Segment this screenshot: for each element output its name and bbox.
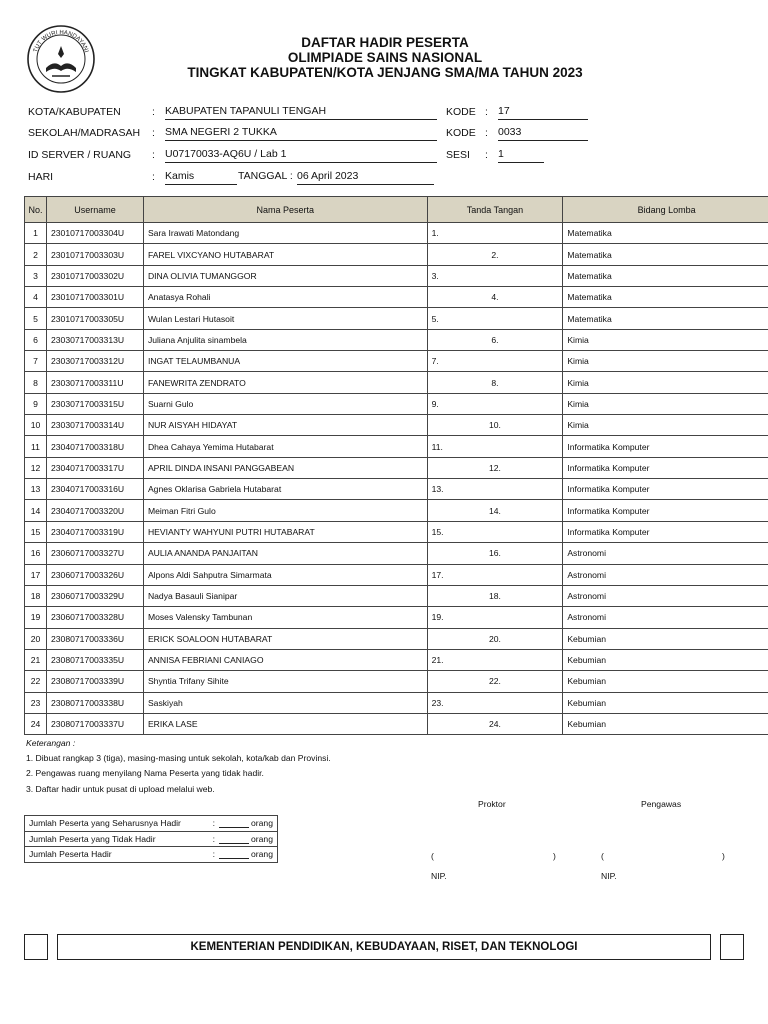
- cell-tanda-tangan: 21.: [427, 649, 563, 670]
- cell-no: 21: [25, 649, 47, 670]
- footer-left-box: [24, 934, 48, 960]
- table-row: [25, 479, 768, 500]
- proktor-close-paren: ): [553, 851, 556, 861]
- table-row: [25, 244, 768, 265]
- cell-bidang-lomba: Kebumian: [563, 671, 768, 692]
- cell-username: 23040717003316U: [46, 479, 143, 500]
- cell-tanda-tangan: 6.: [427, 329, 563, 350]
- cell-no: 9: [25, 393, 47, 414]
- cell-tanda-tangan: 5.: [427, 308, 563, 329]
- colon: :: [212, 818, 216, 829]
- cell-username: 23080717003335U: [46, 649, 143, 670]
- cell-username: 23030717003315U: [46, 393, 143, 414]
- cell-no: 7: [25, 351, 47, 372]
- cell-nama-peserta: FANEWRITA ZENDRATO: [143, 372, 427, 393]
- kota-label: KOTA/KABUPATEN: [28, 106, 121, 118]
- colon: :: [152, 106, 155, 118]
- note-item: 2. Pengawas ruang menyilang Nama Peserta yang tidak hadir.: [26, 768, 264, 778]
- table-row: [25, 713, 768, 734]
- cell-username: 23040717003319U: [46, 521, 143, 542]
- proktor-nip-label: NIP.: [431, 871, 447, 881]
- cell-tanda-tangan: 16.: [427, 543, 563, 564]
- table-row: [25, 393, 768, 414]
- cell-username: 23010717003305U: [46, 308, 143, 329]
- colon: :: [152, 127, 155, 139]
- table-row: [25, 607, 768, 628]
- cell-username: 23030717003312U: [46, 351, 143, 372]
- colon: :: [212, 833, 216, 844]
- cell-no: 8: [25, 372, 47, 393]
- cell-tanda-tangan: 2.: [427, 244, 563, 265]
- cell-no: 22: [25, 671, 47, 692]
- summary-fill: [202, 847, 278, 863]
- cell-nama-peserta: Juliana Anjulita sinambela: [143, 329, 427, 350]
- cell-bidang-lomba: Informatika Komputer: [563, 436, 768, 457]
- cell-tanda-tangan: 12.: [427, 457, 563, 478]
- colon: :: [152, 149, 155, 161]
- table-row: [25, 372, 768, 393]
- cell-no: 4: [25, 287, 47, 308]
- cell-username: 23040717003320U: [46, 500, 143, 521]
- cell-username: 23060717003329U: [46, 585, 143, 606]
- kode1-label: KODE: [446, 106, 476, 118]
- cell-tanda-tangan: 15.: [427, 521, 563, 542]
- summary-unit: orang: [251, 818, 273, 829]
- cell-no: 18: [25, 585, 47, 606]
- cell-no: 19: [25, 607, 47, 628]
- table-row: [25, 500, 768, 521]
- pengawas-label: Pengawas: [641, 799, 682, 809]
- cell-bidang-lomba: Kebumian: [563, 649, 768, 670]
- cell-tanda-tangan: 10.: [427, 415, 563, 436]
- cell-no: 11: [25, 436, 47, 457]
- cell-username: 23060717003326U: [46, 564, 143, 585]
- blank-line: [219, 834, 249, 844]
- table-row: [25, 628, 768, 649]
- cell-username: 23010717003304U: [46, 223, 143, 244]
- cell-tanda-tangan: 9.: [427, 393, 563, 414]
- cell-no: 23: [25, 692, 47, 713]
- summary-unit: orang: [251, 849, 273, 860]
- table-header-row: [25, 197, 768, 223]
- colon: :: [152, 171, 155, 183]
- table-row: [25, 329, 768, 350]
- table-row: [25, 287, 768, 308]
- col-header-bidang: Bidang Lomba: [563, 197, 768, 223]
- cell-no: 10: [25, 415, 47, 436]
- table-row: [25, 223, 768, 244]
- footer-right-box: [720, 934, 744, 960]
- cell-bidang-lomba: Matematika: [563, 223, 768, 244]
- proktor-label: Proktor: [478, 799, 506, 809]
- sekolah-label: SEKOLAH/MADRASAH: [28, 127, 141, 139]
- cell-no: 5: [25, 308, 47, 329]
- table-row: [25, 265, 768, 286]
- cell-no: 2: [25, 244, 47, 265]
- cell-username: 23080717003337U: [46, 713, 143, 734]
- summary-fill: [202, 816, 278, 832]
- cell-nama-peserta: ERIKA LASE: [143, 713, 427, 734]
- cell-nama-peserta: Saskiyah: [143, 692, 427, 713]
- cell-bidang-lomba: Kimia: [563, 372, 768, 393]
- cell-bidang-lomba: Matematika: [563, 287, 768, 308]
- cell-bidang-lomba: Kebumian: [563, 692, 768, 713]
- cell-nama-peserta: Dhea Cahaya Yemima Hutabarat: [143, 436, 427, 457]
- cell-nama-peserta: AULIA ANANDA PANJAITAN: [143, 543, 427, 564]
- cell-tanda-tangan: 7.: [427, 351, 563, 372]
- summary-row: [25, 831, 278, 847]
- cell-bidang-lomba: Kimia: [563, 415, 768, 436]
- cell-nama-peserta: Sara Irawati Matondang: [143, 223, 427, 244]
- cell-no: 17: [25, 564, 47, 585]
- cell-tanda-tangan: 4.: [427, 287, 563, 308]
- blank-line: [219, 818, 249, 828]
- col-header-tanda-tangan: Tanda Tangan: [427, 197, 563, 223]
- notes-title: Keterangan :: [26, 738, 76, 748]
- cell-username: 23080717003336U: [46, 628, 143, 649]
- cell-nama-peserta: INGAT TELAUMBANUA: [143, 351, 427, 372]
- cell-bidang-lomba: Kebumian: [563, 713, 768, 734]
- proktor-open-paren: (: [431, 851, 434, 861]
- hari-label: HARI: [28, 171, 54, 183]
- colon: :: [485, 127, 488, 139]
- table-row: [25, 308, 768, 329]
- cell-bidang-lomba: Matematika: [563, 308, 768, 329]
- cell-no: 13: [25, 479, 47, 500]
- cell-tanda-tangan: 18.: [427, 585, 563, 606]
- cell-bidang-lomba: Kebumian: [563, 628, 768, 649]
- cell-bidang-lomba: Matematika: [563, 265, 768, 286]
- cell-bidang-lomba: Astronomi: [563, 607, 768, 628]
- tut-wuri-handayani-logo: [26, 24, 96, 94]
- cell-nama-peserta: NUR AISYAH HIDAYAT: [143, 415, 427, 436]
- pengawas-close-paren: ): [722, 851, 725, 861]
- col-header-username: Username: [46, 197, 143, 223]
- cell-no: 14: [25, 500, 47, 521]
- summary-label: Jumlah Peserta yang Tidak Hadir: [25, 831, 202, 847]
- cell-tanda-tangan: 23.: [427, 692, 563, 713]
- svg-text:TUT WURI HANDAYANI: TUT WURI HANDAYANI: [32, 29, 90, 54]
- cell-no: 15: [25, 521, 47, 542]
- colon: :: [485, 106, 488, 118]
- pengawas-open-paren: (: [601, 851, 604, 861]
- blank-line: [219, 849, 249, 859]
- cell-username: 23060717003328U: [46, 607, 143, 628]
- cell-no: 1: [25, 223, 47, 244]
- server-value: U07170033-AQ6U / Lab 1: [165, 148, 437, 163]
- level-title: TINGKAT KABUPATEN/KOTA JENJANG SMA/MA TAHUN 2023: [187, 65, 583, 80]
- table-row: [25, 543, 768, 564]
- kota-value: KABUPATEN TAPANULI TENGAH: [165, 105, 437, 120]
- table-row: [25, 457, 768, 478]
- cell-bidang-lomba: Kimia: [563, 351, 768, 372]
- cell-bidang-lomba: Informatika Komputer: [563, 457, 768, 478]
- cell-username: 23030717003311U: [46, 372, 143, 393]
- table-body: [25, 223, 768, 735]
- sesi-value: 1: [498, 148, 544, 163]
- colon: :: [212, 849, 216, 860]
- table-row: [25, 649, 768, 670]
- cell-tanda-tangan: 3.: [427, 265, 563, 286]
- summary-fill: [202, 831, 278, 847]
- cell-nama-peserta: DINA OLIVIA TUMANGGOR: [143, 265, 427, 286]
- cell-no: 16: [25, 543, 47, 564]
- cell-bidang-lomba: Informatika Komputer: [563, 500, 768, 521]
- cell-nama-peserta: ERICK SOALOON HUTABARAT: [143, 628, 427, 649]
- cell-nama-peserta: Meiman Fitri Gulo: [143, 500, 427, 521]
- cell-no: 20: [25, 628, 47, 649]
- cell-tanda-tangan: 13.: [427, 479, 563, 500]
- cell-username: 23040717003317U: [46, 457, 143, 478]
- cell-username: 23010717003302U: [46, 265, 143, 286]
- cell-username: 23080717003339U: [46, 671, 143, 692]
- cell-nama-peserta: Nadya Basauli Sianipar: [143, 585, 427, 606]
- cell-nama-peserta: Agnes Oklarisa Gabriela Hutabarat: [143, 479, 427, 500]
- summary-label: Jumlah Peserta yang Seharusnya Hadir: [25, 816, 202, 832]
- table-row: [25, 692, 768, 713]
- table-row: [25, 351, 768, 372]
- cell-username: 23030717003313U: [46, 329, 143, 350]
- table-row: [25, 671, 768, 692]
- cell-no: 6: [25, 329, 47, 350]
- summary-label: Jumlah Peserta Hadir: [25, 847, 202, 863]
- summary-table: [24, 815, 278, 863]
- cell-username: 23010717003303U: [46, 244, 143, 265]
- event-title: OLIMPIADE SAINS NASIONAL: [287, 50, 483, 65]
- pengawas-nip-label: NIP.: [601, 871, 617, 881]
- cell-bidang-lomba: Astronomi: [563, 543, 768, 564]
- colon: :: [485, 149, 488, 161]
- cell-bidang-lomba: Kimia: [563, 393, 768, 414]
- hari-value: Kamis: [165, 170, 237, 185]
- cell-nama-peserta: APRIL DINDA INSANI PANGGABEAN: [143, 457, 427, 478]
- server-label: ID SERVER / RUANG: [28, 149, 132, 161]
- cell-tanda-tangan: 11.: [427, 436, 563, 457]
- document-title: DAFTAR HADIR PESERTA: [301, 35, 469, 50]
- cell-nama-peserta: Alpons Aldi Sahputra Simarmata: [143, 564, 427, 585]
- cell-bidang-lomba: Informatika Komputer: [563, 479, 768, 500]
- cell-bidang-lomba: Kimia: [563, 329, 768, 350]
- cell-tanda-tangan: 20.: [427, 628, 563, 649]
- cell-username: 23080717003338U: [46, 692, 143, 713]
- table-row: [25, 585, 768, 606]
- cell-username: 23040717003318U: [46, 436, 143, 457]
- note-item: 1. Dibuat rangkap 3 (tiga), masing-masing untuk sekolah, kota/kab dan Provinsi.: [26, 753, 331, 763]
- cell-username: 23060717003327U: [46, 543, 143, 564]
- cell-no: 3: [25, 265, 47, 286]
- col-header-nama: Nama Peserta: [143, 197, 427, 223]
- kode2-value: 0033: [498, 126, 588, 141]
- cell-nama-peserta: Moses Valensky Tambunan: [143, 607, 427, 628]
- col-header-no: No.: [25, 197, 47, 223]
- cell-tanda-tangan: 8.: [427, 372, 563, 393]
- summary-row: [25, 847, 278, 863]
- cell-nama-peserta: Suarni Gulo: [143, 393, 427, 414]
- cell-nama-peserta: FAREL VIXCYANO HUTABARAT: [143, 244, 427, 265]
- table-row: [25, 415, 768, 436]
- cell-no: 12: [25, 457, 47, 478]
- table-row: [25, 564, 768, 585]
- cell-nama-peserta: Shyntia Trifany Sihite: [143, 671, 427, 692]
- table-row: [25, 436, 768, 457]
- cell-nama-peserta: HEVIANTY WAHYUNI PUTRI HUTABARAT: [143, 521, 427, 542]
- kode1-value: 17: [498, 105, 588, 120]
- tanggal-value: 06 April 2023: [297, 170, 434, 185]
- cell-bidang-lomba: Astronomi: [563, 585, 768, 606]
- cell-tanda-tangan: 19.: [427, 607, 563, 628]
- sekolah-value: SMA NEGERI 2 TUKKA: [165, 126, 437, 141]
- sesi-label: SESI: [446, 149, 470, 161]
- cell-tanda-tangan: 24.: [427, 713, 563, 734]
- cell-nama-peserta: Wulan Lestari Hutasoit: [143, 308, 427, 329]
- summary-unit: orang: [251, 833, 273, 844]
- ministry-footer: KEMENTERIAN PENDIDIKAN, KEBUDAYAAN, RISET, DAN TEKNOLOGI: [57, 934, 711, 960]
- cell-no: 24: [25, 713, 47, 734]
- attendance-table: [24, 196, 768, 735]
- kode2-label: KODE: [446, 127, 476, 139]
- cell-tanda-tangan: 17.: [427, 564, 563, 585]
- cell-username: 23030717003314U: [46, 415, 143, 436]
- cell-nama-peserta: Anatasya Rohali: [143, 287, 427, 308]
- cell-nama-peserta: ANNISA FEBRIANI CANIAGO: [143, 649, 427, 670]
- tanggal-label: TANGGAL :: [238, 170, 293, 182]
- cell-tanda-tangan: 14.: [427, 500, 563, 521]
- cell-bidang-lomba: Astronomi: [563, 564, 768, 585]
- note-item: 3. Daftar hadir untuk pusat di upload melalui web.: [26, 784, 215, 794]
- cell-bidang-lomba: Matematika: [563, 244, 768, 265]
- cell-username: 23010717003301U: [46, 287, 143, 308]
- cell-tanda-tangan: 22.: [427, 671, 563, 692]
- table-row: [25, 521, 768, 542]
- cell-bidang-lomba: Informatika Komputer: [563, 521, 768, 542]
- summary-row: [25, 816, 278, 832]
- cell-tanda-tangan: 1.: [427, 223, 563, 244]
